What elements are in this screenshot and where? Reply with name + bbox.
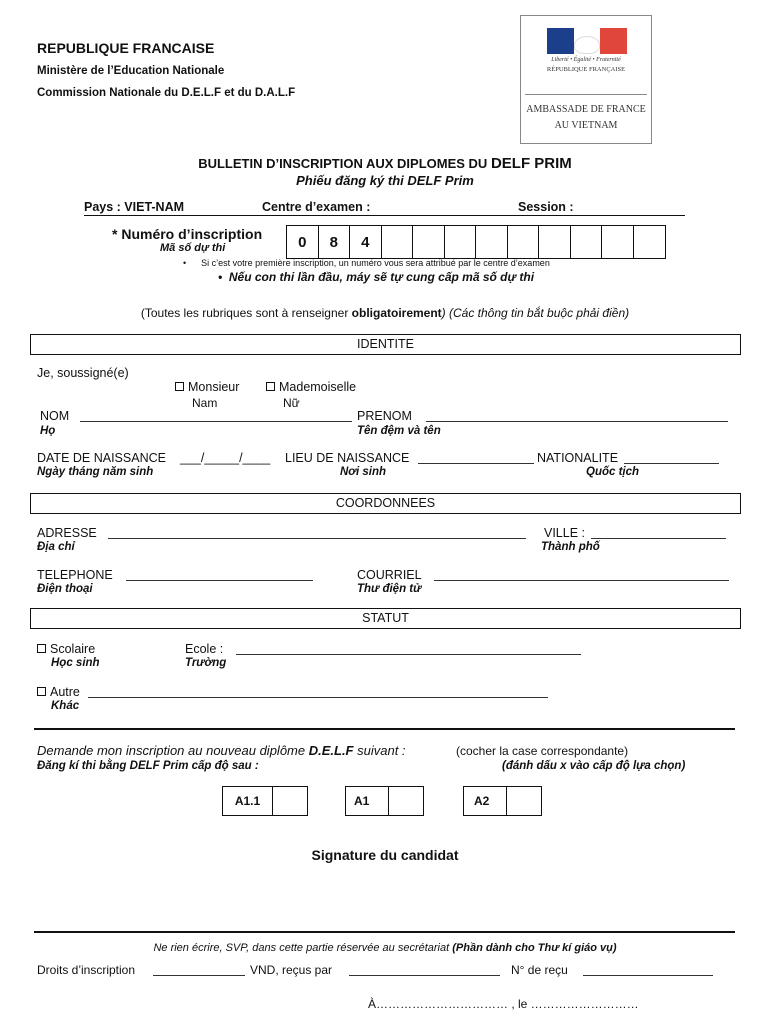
mademoiselle-label: Mademoiselle	[279, 380, 357, 394]
numero-digit[interactable]	[539, 226, 571, 258]
level-a2-checkbox[interactable]	[507, 787, 541, 815]
adresse-field[interactable]	[108, 538, 526, 539]
no-recu-label: N° de reçu	[511, 963, 568, 977]
lieu-naissance-label: LIEU DE NAISSANCE	[285, 451, 410, 465]
divider-secretariat	[34, 931, 735, 933]
nationalite-field[interactable]	[624, 463, 719, 464]
numero-digit[interactable]	[508, 226, 540, 258]
telephone-label: TELEPHONE	[37, 568, 113, 582]
session-label: Session :	[518, 200, 574, 214]
nom-field[interactable]	[80, 421, 352, 422]
header-republique: REPUBLIQUE FRANCAISE	[37, 40, 215, 56]
numero-digit[interactable]	[382, 226, 414, 258]
lieu-naissance-label-vn: Nơi sinh	[340, 466, 387, 478]
vnd-label: VND, reçus par	[250, 963, 333, 977]
numero-label: * Numéro d’inscription	[112, 226, 263, 242]
scolaire-label: Scolaire	[50, 642, 96, 656]
monsieur-checkbox[interactable]	[175, 382, 184, 391]
header-ministere: Ministère de l’Education Nationale	[37, 65, 225, 77]
ville-label-vn: Thành phố	[541, 541, 600, 553]
numero-note-vn: • Nếu con thi lần đầu, máy sẽ tự cung cấp mã số dự thi	[218, 270, 535, 284]
secretariat-note-fr: Ne rien écrire, SVP, dans cette partie réservée au secrétariat	[153, 942, 453, 954]
mademoiselle-checkbox[interactable]	[266, 382, 275, 391]
logo-vietnam: AU VIETNAM	[554, 120, 618, 131]
demande-text-pre: Demande mon inscription au nouveau diplôme	[37, 743, 309, 758]
logo-ambassade: AMBASSADE DE FRANCE	[526, 104, 646, 115]
form-subtitle: Phiếu đăng ký thi DELF Prim	[296, 173, 474, 188]
level-a2[interactable]	[463, 786, 542, 816]
scolaire-checkbox[interactable]	[37, 644, 46, 653]
demande-text	[37, 743, 406, 758]
recus-par-field[interactable]	[349, 975, 500, 976]
telephone-field[interactable]	[126, 580, 313, 581]
numero-digit[interactable]	[602, 226, 634, 258]
logo-motto: Liberté • Égalité • Fraternité	[551, 57, 621, 63]
ecole-label: Ecole :	[185, 642, 224, 656]
no-recu-field[interactable]	[583, 975, 713, 976]
numero-digit[interactable]	[571, 226, 603, 258]
monsieur-option[interactable]	[175, 380, 239, 394]
numero-digit[interactable]	[413, 226, 445, 258]
numero-digit[interactable]: 0	[287, 226, 319, 258]
scolaire-label-vn: Học sinh	[51, 657, 100, 669]
form-title	[0, 155, 770, 172]
scolaire-option[interactable]	[37, 642, 95, 656]
ecole-field[interactable]	[236, 654, 581, 655]
date-naissance-label-vn: Ngày tháng năm sinh	[37, 466, 154, 478]
droits-label: Droits d’inscription	[37, 963, 136, 977]
demande-text-vn: Đăng kí thi bằng DELF Prim cấp độ sau :	[37, 760, 259, 772]
soussigne-label: Je, soussigné(e)	[37, 366, 129, 380]
form-title-delf: DELF PRIM	[490, 155, 572, 172]
nom-label: NOM	[40, 409, 70, 423]
numero-field[interactable]	[286, 225, 666, 259]
numero-note-fr: • Si c’est votre première inscription, un numéro vous sera attribué par le centre d’examen	[183, 258, 550, 268]
telephone-label-vn: Điện thoại	[37, 583, 93, 595]
pays-label: Pays : VIET-NAM	[84, 200, 185, 214]
date-naissance-label: DATE DE NAISSANCE	[37, 451, 166, 465]
level-a11-checkbox[interactable]	[273, 787, 307, 815]
ville-label: VILLE :	[544, 526, 585, 540]
numero-note-fr-text: Si c’est votre première inscription, un numéro vous sera attribué par le centre d’examen	[201, 258, 550, 268]
level-a1[interactable]	[345, 786, 424, 816]
section-statut: STATUT	[30, 608, 741, 629]
secretariat-note-vn: (Phần dành cho Thư kí giáo vụ)	[452, 942, 617, 954]
numero-digit[interactable]	[476, 226, 508, 258]
demande-text-post: suivant :	[353, 743, 406, 758]
autre-option[interactable]	[37, 685, 80, 699]
lieu-naissance-field[interactable]	[418, 463, 534, 464]
lieu-date-field[interactable]: À…………………………… , le ………………………	[368, 997, 639, 1011]
section-identite: IDENTITE	[30, 334, 741, 355]
obligatoire-post: ) (Các thông tin bắt buộc phải điền)	[441, 306, 630, 320]
mademoiselle-option[interactable]	[266, 380, 356, 394]
adresse-label-vn: Địa chỉ	[37, 541, 75, 553]
numero-note-vn-text: Nếu con thi lần đầu, máy sẽ tự cung cấp mã số dự thi	[228, 270, 535, 284]
numero-digit[interactable]	[634, 226, 666, 258]
numero-label-vn: Mã số dự thi	[160, 242, 226, 254]
centre-label: Centre d’examen :	[262, 200, 371, 214]
exam-underline	[84, 215, 685, 216]
adresse-label: ADRESSE	[37, 526, 97, 540]
prenom-field[interactable]	[426, 421, 728, 422]
level-a2-label: A2	[464, 787, 507, 815]
autre-label-vn: Khác	[51, 700, 80, 712]
date-naissance-field[interactable]: ___/_____/____	[180, 451, 271, 465]
demande-cocher-vn: (đánh dấu x vào cấp độ lựa chọn)	[502, 760, 686, 772]
numero-digit[interactable]: 4	[350, 226, 382, 258]
nationalite-label: NATIONALITE	[537, 451, 619, 465]
courriel-label-vn: Thư điện tử	[357, 583, 422, 595]
form-title-main: BULLETIN D’INSCRIPTION AUX DIPLOMES DU	[198, 156, 488, 171]
prenom-label-vn: Tên đệm và tên	[357, 425, 441, 437]
ecole-label-vn: Trường	[185, 657, 227, 669]
autre-field[interactable]	[88, 697, 548, 698]
autre-checkbox[interactable]	[37, 687, 46, 696]
signature-label: Signature du candidat	[311, 847, 459, 863]
level-a1-checkbox[interactable]	[389, 787, 423, 815]
obligatoire-bold: obligatoirement	[351, 306, 442, 320]
logo-republique: RÉPUBLIQUE FRANÇAISE	[546, 66, 626, 73]
courriel-label: COURRIEL	[357, 568, 422, 582]
level-a1-label: A1	[346, 787, 389, 815]
droits-field[interactable]	[153, 975, 245, 976]
nationalite-label-vn: Quốc tịch	[586, 466, 640, 478]
ville-field[interactable]	[591, 538, 726, 539]
divider-demande	[34, 728, 735, 730]
secretariat-note	[0, 942, 770, 954]
numero-digit[interactable]	[445, 226, 477, 258]
level-a11[interactable]	[222, 786, 308, 816]
monsieur-label: Monsieur	[188, 380, 240, 394]
nom-label-vn: Họ	[40, 425, 56, 437]
obligatoire-pre: (Toutes les rubriques sont à renseigner	[140, 306, 352, 320]
level-a11-label: A1.1	[223, 787, 273, 815]
obligatoire-note	[0, 306, 770, 320]
courriel-field[interactable]	[434, 580, 729, 581]
demande-cocher: (cocher la case correspondante)	[456, 744, 629, 758]
prenom-label: PRENOM	[357, 409, 412, 423]
numero-digit[interactable]: 8	[319, 226, 351, 258]
section-coordonnees: COORDONNEES	[30, 493, 741, 514]
monsieur-label-vn: Nam	[192, 396, 218, 410]
demande-text-bold: D.E.L.F	[308, 743, 354, 758]
embassy-logo	[520, 15, 652, 144]
header-commission: Commission Nationale du D.E.L.F et du D.A.L.F	[37, 87, 296, 99]
autre-label: Autre	[50, 685, 80, 699]
mademoiselle-label-vn: Nữ	[283, 396, 300, 410]
marianne-flag-icon	[547, 28, 627, 54]
